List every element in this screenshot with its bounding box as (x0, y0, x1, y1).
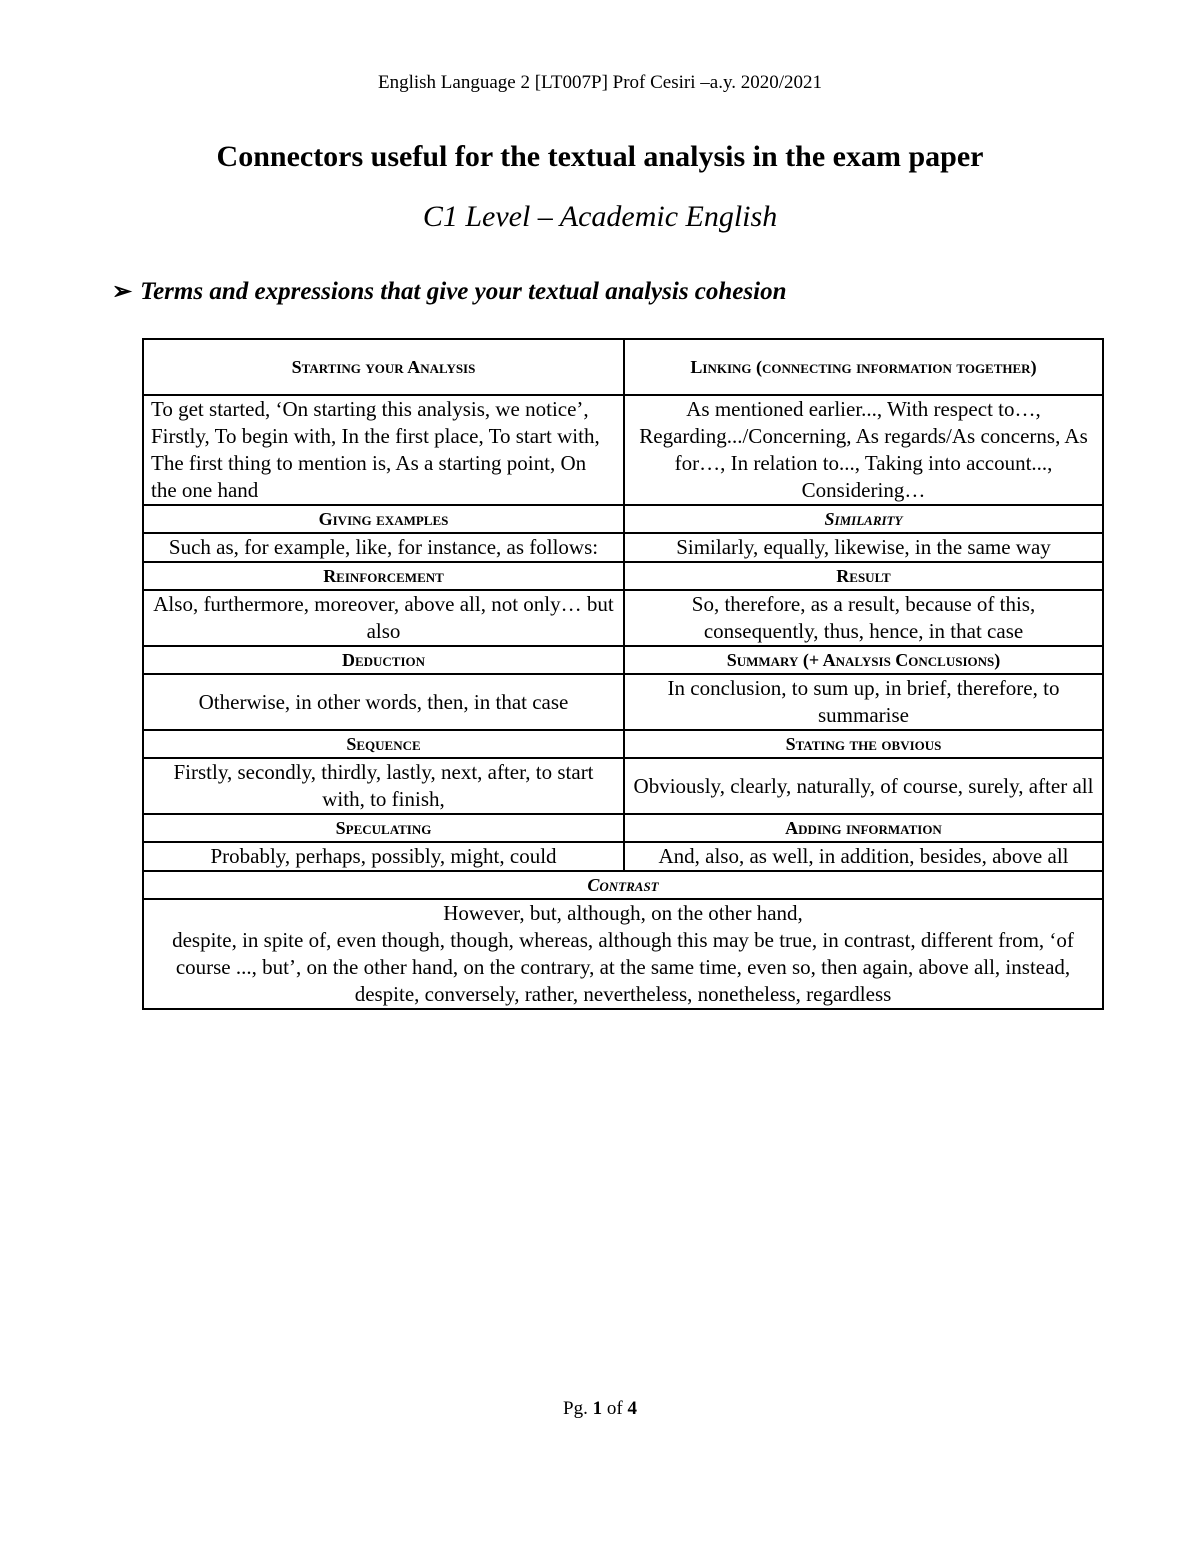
page-prefix: Pg. (563, 1398, 588, 1419)
header-stating-obvious: Stating the obvious (624, 730, 1103, 758)
header-contrast: Contrast (143, 871, 1103, 899)
cell-similarity: Similarly, equally, likewise, in the same way (624, 533, 1103, 562)
running-header: English Language 2 [LT007P] Prof Cesiri –a.y. 2020/2021 (378, 72, 822, 93)
table-row (143, 339, 1103, 395)
contrast-line-rest: despite, in spite of, even though, though, whereas, although this may be true, in contrast, different from, ‘of course ..., but’, on the other hand, on the contrary, at the same time, even so, then again, above all, instead, despite, conversely, rather, nevertheless, nonetheless, regardless (172, 928, 1074, 1006)
cell-stating-obvious: Obviously, clearly, naturally, of course, surely, after all (624, 758, 1103, 814)
page-of: of (606, 1398, 623, 1419)
section-heading (112, 277, 786, 306)
cell-reinforcement: Also, furthermore, moreover, above all, not only… but also (143, 590, 624, 646)
page-total: 4 (627, 1398, 637, 1419)
table-row (143, 533, 1103, 562)
table-row (143, 842, 1103, 871)
document-subtitle: C1 Level – Academic English (422, 200, 778, 233)
cell-result: So, therefore, as a result, because of this, consequently, thus, hence, in that case (624, 590, 1103, 646)
table-row (143, 871, 1103, 899)
table-row (143, 395, 1103, 505)
page-number: 1 (592, 1398, 603, 1419)
cell-adding-information: And, also, as well, in addition, besides, above all (624, 842, 1103, 871)
header-linking: Linking (connecting information together) (624, 339, 1103, 395)
header-speculating: Speculating (143, 814, 624, 842)
cell-linking: As mentioned earlier..., With respect to…, Regarding.../Concerning, As regards/As concerns, As for…, In relation to..., Taking into account..., Considering… (624, 395, 1103, 505)
document-title: Connectors useful for the textual analysis in the exam paper (216, 140, 984, 173)
header-summary: Summary (+ Analysis Conclusions) (624, 646, 1103, 674)
header-reinforcement: Reinforcement (143, 562, 624, 590)
header-starting-analysis: Starting your Analysis (143, 339, 624, 395)
table-row (143, 758, 1103, 814)
header-similarity: Similarity (624, 505, 1103, 533)
cell-summary: In conclusion, to sum up, in brief, therefore, to summarise (624, 674, 1103, 730)
contrast-line-1: However, but, although, on the other hand, (443, 901, 803, 925)
header-deduction: Deduction (143, 646, 624, 674)
header-result: Result (624, 562, 1103, 590)
table-row (143, 899, 1103, 1009)
cell-speculating: Probably, perhaps, possibly, might, could (143, 842, 624, 871)
table-row (143, 562, 1103, 590)
header-sequence: Sequence (143, 730, 624, 758)
header-giving-examples: Giving examples (143, 505, 624, 533)
table-row (143, 505, 1103, 533)
table-row (143, 674, 1103, 730)
section-heading-text: Terms and expressions that give your textual analysis cohesion (140, 278, 787, 305)
arrow-bullet-icon: ➢ (112, 279, 133, 305)
cell-contrast (143, 899, 1103, 1009)
cell-deduction: Otherwise, in other words, then, in that case (143, 674, 624, 730)
connectors-table (142, 338, 1104, 1010)
cell-starting-analysis: To get started, ‘On starting this analysis, we notice’, Firstly, To begin with, In the first place, To start with, The first thing to mention is, As a starting point, On the one hand (143, 395, 624, 505)
table-row (143, 646, 1103, 674)
cell-sequence: Firstly, secondly, thirdly, lastly, next, after, to start with, to finish, (143, 758, 624, 814)
table-row (143, 814, 1103, 842)
table-row (143, 730, 1103, 758)
table-row (143, 590, 1103, 646)
header-adding-information: Adding information (624, 814, 1103, 842)
cell-giving-examples: Such as, for example, like, for instance, as follows: (143, 533, 624, 562)
page-footer (0, 1398, 1200, 1420)
